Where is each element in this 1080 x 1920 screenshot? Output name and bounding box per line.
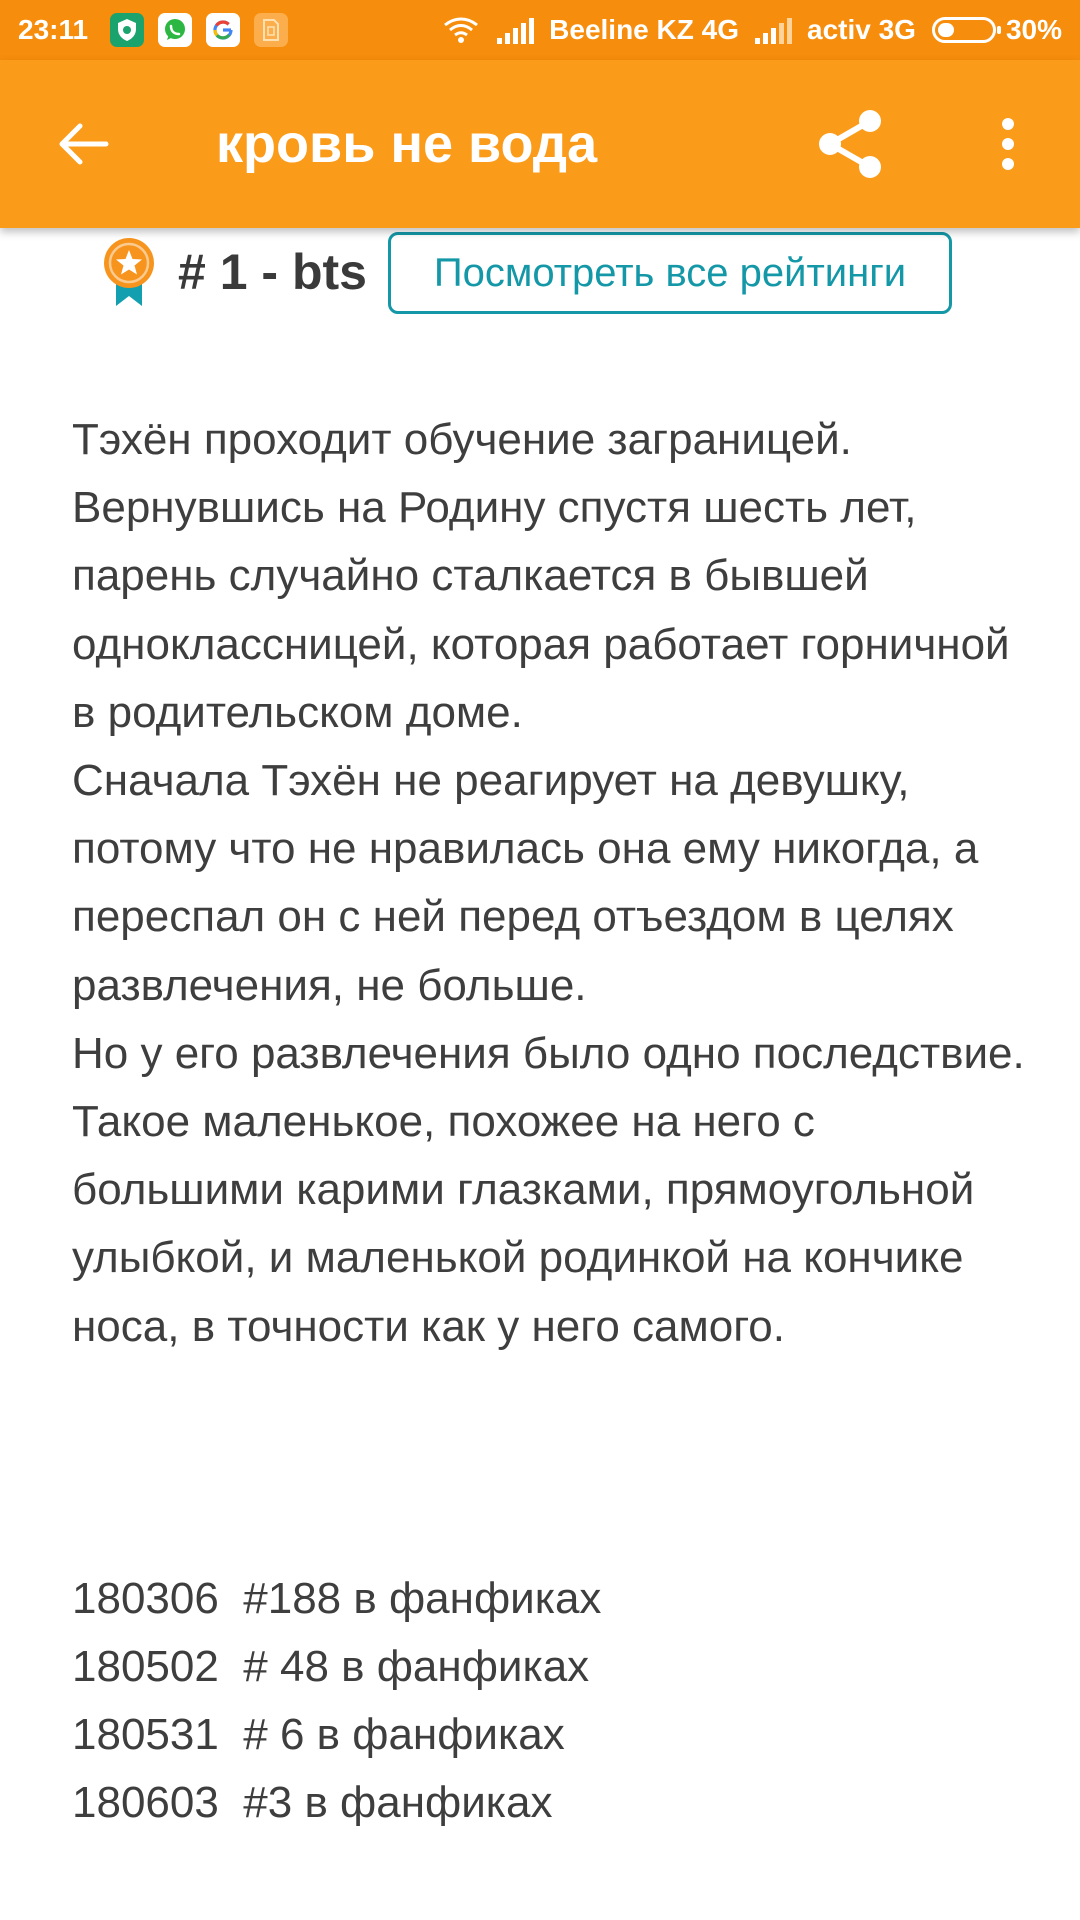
signal-icon-2 <box>753 16 793 44</box>
description-paragraph: Сначала Тэхён не реагирует на девушку, потому что не нравилась она ему никогда, а переспал он с ней перед отъездом в целях развлечения, не больше. <box>72 756 979 1010</box>
page-title: кровь не вода <box>216 114 598 174</box>
status-left <box>18 13 302 47</box>
battery-cap <box>997 26 1001 34</box>
wifi-icon <box>441 15 481 45</box>
more-options-button[interactable] <box>990 104 1026 184</box>
share-button[interactable] <box>806 104 896 184</box>
status-time: 23:11 <box>18 14 89 45</box>
sim-icon <box>254 13 288 47</box>
description-paragraph: Тэхён проходит обучение заграницей. Вернувшись на Родину спустя шесть лет, парень случайно сталкается в бывшей одноклассницей, которая работает горничной в родительском доме. <box>72 415 1010 737</box>
rating-history-item: 180603 #3 в фанфиках <box>72 1778 553 1828</box>
rank-text: # 1 - bts <box>178 244 367 300</box>
rating-history-item: 180531 # 6 в фанфиках <box>72 1710 565 1760</box>
app-bar <box>0 60 1080 228</box>
rank-row <box>0 232 1080 314</box>
spacer <box>72 1361 1032 1565</box>
carrier-1: Beeline KZ 4G <box>549 14 739 45</box>
battery-icon <box>932 17 996 43</box>
description-paragraph: Но у его развлечения было одно последствие. Такое маленькое, похожее на него с большими карими глазками, прямоугольной улыбкой, и маленькой родинкой на кончике носа, в точности как у него самого. <box>72 1028 1025 1351</box>
medal-icon <box>100 236 158 308</box>
status-bar <box>0 0 1080 60</box>
whatsapp-icon <box>158 13 192 47</box>
signal-icon <box>495 16 535 44</box>
story-content <box>72 406 1032 1838</box>
shield-app-icon <box>110 13 144 47</box>
rating-history-item: 180502 # 48 в фанфиках <box>72 1642 590 1692</box>
carrier-2: activ 3G <box>807 14 916 45</box>
share-icon <box>814 107 888 181</box>
battery-percent: 30% <box>1005 14 1062 45</box>
more-vert-icon <box>1000 117 1016 171</box>
rating-history-item: 180306 #188 в фанфиках <box>72 1573 602 1623</box>
back-button[interactable] <box>44 108 124 180</box>
view-all-ratings-button[interactable]: Посмотреть все рейтинги <box>388 232 952 314</box>
battery-fill <box>938 23 954 37</box>
arrow-left-icon <box>58 122 110 166</box>
google-icon <box>206 13 240 47</box>
status-right <box>441 14 1062 46</box>
